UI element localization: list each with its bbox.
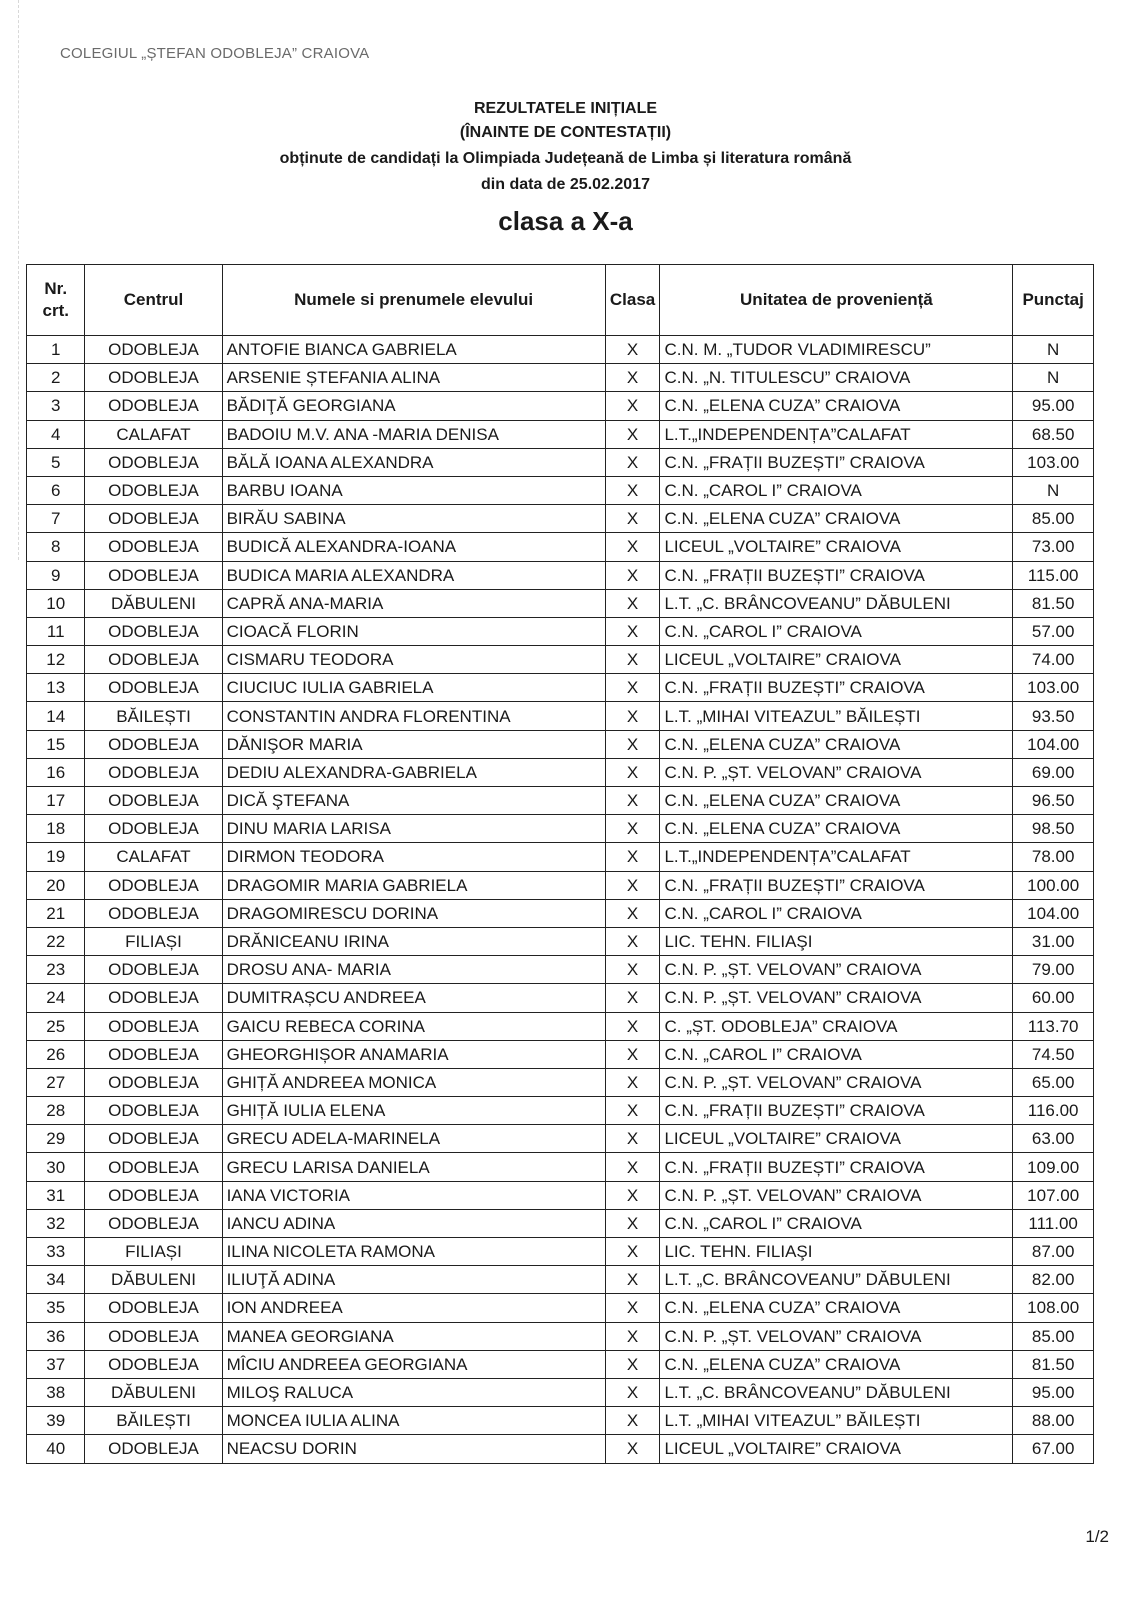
table-row: [27, 1209, 1094, 1237]
student-name-cell: CIOACĂ FLORIN: [222, 617, 605, 645]
row-number: 10: [27, 589, 85, 617]
school-cell: C.N. „ELENA CUZA” CRAIOVA: [660, 730, 1013, 758]
score-cell: 78.00: [1013, 843, 1094, 871]
school-cell: C.N. „FRAȚII BUZEȘTI” CRAIOVA: [660, 1153, 1013, 1181]
row-number: 6: [27, 476, 85, 504]
class-cell: X: [605, 533, 660, 561]
table-row: [27, 1125, 1094, 1153]
student-name-cell: GHIȚĂ ANDREEA MONICA: [222, 1068, 605, 1096]
score-cell: 81.50: [1013, 589, 1094, 617]
class-cell: X: [605, 702, 660, 730]
student-name-cell: NEACSU DORIN: [222, 1435, 605, 1463]
centru-cell: BĂILEȘTI: [85, 1407, 222, 1435]
score-cell: 108.00: [1013, 1294, 1094, 1322]
centru-cell: ODOBLEJA: [85, 505, 222, 533]
table-row: [27, 1322, 1094, 1350]
school-cell: C.N. „CAROL I” CRAIOVA: [660, 476, 1013, 504]
centru-cell: ODOBLEJA: [85, 392, 222, 420]
score-cell: 65.00: [1013, 1068, 1094, 1096]
row-number: 28: [27, 1097, 85, 1125]
row-number: 39: [27, 1407, 85, 1435]
student-name-cell: BADOIU M.V. ANA -MARIA DENISA: [222, 420, 605, 448]
school-cell: C. „ȘT. ODOBLEJA” CRAIOVA: [660, 1012, 1013, 1040]
table-row: [27, 1407, 1094, 1435]
class-cell: X: [605, 505, 660, 533]
row-number: 13: [27, 674, 85, 702]
column-header-unitate: Unitatea de proveniență: [660, 265, 1013, 336]
row-number: 4: [27, 420, 85, 448]
row-number: 26: [27, 1040, 85, 1068]
class-cell: X: [605, 1209, 660, 1237]
centru-cell: ODOBLEJA: [85, 617, 222, 645]
student-name-cell: DINU MARIA LARISA: [222, 815, 605, 843]
school-cell: C.N. P. „ȘT. VELOVAN” CRAIOVA: [660, 758, 1013, 786]
results-table: [26, 264, 1094, 1464]
table-row: [27, 758, 1094, 786]
document-subtitle: (ÎNAINTE DE CONTESTAȚII): [459, 124, 672, 141]
class-cell: X: [605, 674, 660, 702]
row-number: 40: [27, 1435, 85, 1463]
class-cell: X: [605, 1378, 660, 1406]
table-row: [27, 899, 1094, 927]
table-row: [27, 1068, 1094, 1096]
student-name-cell: DĂNIŞOR MARIA: [222, 730, 605, 758]
student-name-cell: DROSU ANA- MARIA: [222, 956, 605, 984]
class-cell: X: [605, 1097, 660, 1125]
student-name-cell: BĂDIŢĂ GEORGIANA: [222, 392, 605, 420]
row-number: 20: [27, 871, 85, 899]
score-cell: 73.00: [1013, 533, 1094, 561]
row-number: 2: [27, 364, 85, 392]
score-cell: N: [1013, 364, 1094, 392]
class-cell: X: [605, 1350, 660, 1378]
table-row: [27, 674, 1094, 702]
centru-cell: ODOBLEJA: [85, 448, 222, 476]
table-row: [27, 1294, 1094, 1322]
score-cell: N: [1013, 336, 1094, 364]
school-cell: C.N. „ELENA CUZA” CRAIOVA: [660, 1350, 1013, 1378]
school-cell: C.N. „CAROL I” CRAIOVA: [660, 1209, 1013, 1237]
table-row: [27, 1378, 1094, 1406]
school-cell: LICEUL „VOLTAIRE” CRAIOVA: [660, 1435, 1013, 1463]
school-cell: LICEUL „VOLTAIRE” CRAIOVA: [660, 646, 1013, 674]
school-cell: L.T. „MIHAI VITEAZUL” BĂILEȘTI: [660, 1407, 1013, 1435]
school-cell: C.N. „FRAȚII BUZEȘTI” CRAIOVA: [660, 871, 1013, 899]
table-row: [27, 533, 1094, 561]
table-row: [27, 956, 1094, 984]
centru-cell: DĂBULENI: [85, 1266, 222, 1294]
centru-cell: ODOBLEJA: [85, 336, 222, 364]
row-number: 5: [27, 448, 85, 476]
table-row: [27, 1040, 1094, 1068]
column-header-nume: Numele si prenumele elevului: [222, 265, 605, 336]
row-number: 36: [27, 1322, 85, 1350]
score-cell: 103.00: [1013, 448, 1094, 476]
class-cell: X: [605, 364, 660, 392]
school-cell: C.N. „N. TITULESCU” CRAIOVA: [660, 364, 1013, 392]
class-cell: X: [605, 730, 660, 758]
centru-cell: ODOBLEJA: [85, 899, 222, 927]
class-cell: X: [605, 476, 660, 504]
score-cell: 81.50: [1013, 1350, 1094, 1378]
centru-cell: ODOBLEJA: [85, 871, 222, 899]
row-number: 30: [27, 1153, 85, 1181]
student-name-cell: DEDIU ALEXANDRA-GABRIELA: [222, 758, 605, 786]
score-cell: 82.00: [1013, 1266, 1094, 1294]
student-name-cell: BIRĂU SABINA: [222, 505, 605, 533]
score-cell: 68.50: [1013, 420, 1094, 448]
class-cell: X: [605, 927, 660, 955]
score-cell: 104.00: [1013, 899, 1094, 927]
centru-cell: ODOBLEJA: [85, 787, 222, 815]
centru-cell: ODOBLEJA: [85, 984, 222, 1012]
centru-cell: FILIAȘI: [85, 927, 222, 955]
class-cell: X: [605, 392, 660, 420]
student-name-cell: IANA VICTORIA: [222, 1181, 605, 1209]
student-name-cell: ION ANDREEA: [222, 1294, 605, 1322]
centru-cell: CALAFAT: [85, 420, 222, 448]
centru-cell: ODOBLEJA: [85, 1153, 222, 1181]
class-cell: X: [605, 956, 660, 984]
class-cell: X: [605, 1153, 660, 1181]
table-row: [27, 392, 1094, 420]
table-row: [27, 646, 1094, 674]
score-cell: 100.00: [1013, 871, 1094, 899]
score-cell: 63.00: [1013, 1125, 1094, 1153]
class-cell: X: [605, 1181, 660, 1209]
table-row: [27, 1350, 1094, 1378]
school-cell: C.N. „CAROL I” CRAIOVA: [660, 899, 1013, 927]
class-cell: X: [605, 1125, 660, 1153]
school-cell: L.T. „MIHAI VITEAZUL” BĂILEȘTI: [660, 702, 1013, 730]
score-cell: 31.00: [1013, 927, 1094, 955]
school-cell: LICEUL „VOLTAIRE” CRAIOVA: [660, 1125, 1013, 1153]
student-name-cell: MÎCIU ANDREEA GEORGIANA: [222, 1350, 605, 1378]
student-name-cell: CONSTANTIN ANDRA FLORENTINA: [222, 702, 605, 730]
school-cell: C.N. „ELENA CUZA” CRAIOVA: [660, 392, 1013, 420]
student-name-cell: GRECU LARISA DANIELA: [222, 1153, 605, 1181]
table-row: [27, 787, 1094, 815]
school-cell: C.N. M. „TUDOR VLADIMIRESCU”: [660, 336, 1013, 364]
table-row: [27, 1097, 1094, 1125]
table-row: [27, 1012, 1094, 1040]
school-cell: C.N. „CAROL I” CRAIOVA: [660, 617, 1013, 645]
centru-cell: CALAFAT: [85, 843, 222, 871]
score-cell: 67.00: [1013, 1435, 1094, 1463]
class-cell: X: [605, 984, 660, 1012]
class-cell: X: [605, 815, 660, 843]
score-cell: 104.00: [1013, 730, 1094, 758]
class-cell: X: [605, 899, 660, 927]
centru-cell: ODOBLEJA: [85, 646, 222, 674]
table-row: [27, 561, 1094, 589]
row-number: 31: [27, 1181, 85, 1209]
score-cell: 113.70: [1013, 1012, 1094, 1040]
page-number: 1/2: [1085, 1527, 1109, 1546]
student-name-cell: ANTOFIE BIANCA GABRIELA: [222, 336, 605, 364]
score-cell: 95.00: [1013, 1378, 1094, 1406]
score-cell: 111.00: [1013, 1209, 1094, 1237]
school-cell: C.N. „FRAȚII BUZEȘTI” CRAIOVA: [660, 1097, 1013, 1125]
student-name-cell: DRAGOMIR MARIA GABRIELA: [222, 871, 605, 899]
score-cell: 87.00: [1013, 1238, 1094, 1266]
column-header-nr-label: Nr. crt.: [42, 279, 69, 320]
centru-cell: ODOBLEJA: [85, 1181, 222, 1209]
school-cell: C.N. „ELENA CUZA” CRAIOVA: [660, 787, 1013, 815]
row-number: 7: [27, 505, 85, 533]
student-name-cell: ILINA NICOLETA RAMONA: [222, 1238, 605, 1266]
document-date: din data de 25.02.2017: [481, 176, 650, 193]
class-cell: X: [605, 617, 660, 645]
school-cell: LIC. TEHN. FILIAŞI: [660, 927, 1013, 955]
row-number: 17: [27, 787, 85, 815]
school-cell: LIC. TEHN. FILIAŞI: [660, 1238, 1013, 1266]
class-cell: X: [605, 589, 660, 617]
centru-cell: ODOBLEJA: [85, 1435, 222, 1463]
centru-cell: ODOBLEJA: [85, 1209, 222, 1237]
class-cell: X: [605, 1407, 660, 1435]
centru-cell: ODOBLEJA: [85, 1040, 222, 1068]
score-cell: 115.00: [1013, 561, 1094, 589]
class-cell: X: [605, 871, 660, 899]
score-cell: 107.00: [1013, 1181, 1094, 1209]
student-name-cell: BARBU IOANA: [222, 476, 605, 504]
column-header-centru: Centrul: [85, 265, 222, 336]
table-row: [27, 1153, 1094, 1181]
centru-cell: ODOBLEJA: [85, 956, 222, 984]
student-name-cell: MILOŞ RALUCA: [222, 1378, 605, 1406]
scan-edge-line: [18, 0, 20, 560]
row-number: 25: [27, 1012, 85, 1040]
table-row: [27, 505, 1094, 533]
school-cell: LICEUL „VOLTAIRE” CRAIOVA: [660, 533, 1013, 561]
centru-cell: ODOBLEJA: [85, 815, 222, 843]
table-row: [27, 871, 1094, 899]
student-name-cell: GRECU ADELA-MARINELA: [222, 1125, 605, 1153]
student-name-cell: ARSENIE ȘTEFANIA ALINA: [222, 364, 605, 392]
class-cell: X: [605, 646, 660, 674]
class-cell: X: [605, 843, 660, 871]
student-name-cell: BĂLĂ IOANA ALEXANDRA: [222, 448, 605, 476]
score-cell: 60.00: [1013, 984, 1094, 1012]
centru-cell: DĂBULENI: [85, 1378, 222, 1406]
student-name-cell: CAPRĂ ANA-MARIA: [222, 589, 605, 617]
score-cell: 88.00: [1013, 1407, 1094, 1435]
score-cell: 85.00: [1013, 1322, 1094, 1350]
score-cell: 95.00: [1013, 392, 1094, 420]
table-row: [27, 815, 1094, 843]
row-number: 1: [27, 336, 85, 364]
class-cell: X: [605, 561, 660, 589]
class-cell: X: [605, 1012, 660, 1040]
row-number: 24: [27, 984, 85, 1012]
class-cell: X: [605, 1435, 660, 1463]
row-number: 34: [27, 1266, 85, 1294]
centru-cell: FILIAȘI: [85, 1238, 222, 1266]
row-number: 3: [27, 392, 85, 420]
class-cell: X: [605, 758, 660, 786]
score-cell: 69.00: [1013, 758, 1094, 786]
score-cell: 109.00: [1013, 1153, 1094, 1181]
row-number: 33: [27, 1238, 85, 1266]
centru-cell: ODOBLEJA: [85, 1068, 222, 1096]
class-cell: X: [605, 1266, 660, 1294]
row-number: 32: [27, 1209, 85, 1237]
document-description: obținute de candidați la Olimpiada Județeană de Limba și literatura română: [279, 150, 852, 167]
class-cell: X: [605, 787, 660, 815]
table-row: [27, 927, 1094, 955]
student-name-cell: DUMITRAȘCU ANDREEA: [222, 984, 605, 1012]
centru-cell: ODOBLEJA: [85, 1294, 222, 1322]
student-name-cell: BUDICĂ ALEXANDRA-IOANA: [222, 533, 605, 561]
student-name-cell: DRAGOMIRESCU DORINA: [222, 899, 605, 927]
class-cell: X: [605, 336, 660, 364]
student-name-cell: IANCU ADINA: [222, 1209, 605, 1237]
class-cell: X: [605, 1040, 660, 1068]
centru-cell: DĂBULENI: [85, 589, 222, 617]
column-header-nr: [27, 265, 85, 336]
school-cell: C.N. P. „ȘT. VELOVAN” CRAIOVA: [660, 1322, 1013, 1350]
row-number: 8: [27, 533, 85, 561]
centru-cell: ODOBLEJA: [85, 561, 222, 589]
class-title: clasa a X-a: [498, 206, 633, 236]
score-cell: 96.50: [1013, 787, 1094, 815]
row-number: 9: [27, 561, 85, 589]
table-row: [27, 617, 1094, 645]
row-number: 16: [27, 758, 85, 786]
student-name-cell: DIRMON TEODORA: [222, 843, 605, 871]
table-row: [27, 336, 1094, 364]
centru-cell: ODOBLEJA: [85, 674, 222, 702]
table-row: [27, 1181, 1094, 1209]
table-row: [27, 364, 1094, 392]
school-cell: C.N. P. „ȘT. VELOVAN” CRAIOVA: [660, 1068, 1013, 1096]
centru-cell: ODOBLEJA: [85, 1125, 222, 1153]
student-name-cell: MONCEA IULIA ALINA: [222, 1407, 605, 1435]
school-cell: L.T.„INDEPENDENȚA”CALAFAT: [660, 843, 1013, 871]
student-name-cell: BUDICA MARIA ALEXANDRA: [222, 561, 605, 589]
row-number: 21: [27, 899, 85, 927]
table-row: [27, 448, 1094, 476]
class-cell: X: [605, 1238, 660, 1266]
row-number: 14: [27, 702, 85, 730]
school-name: COLEGIUL „ȘTEFAN ODOBLEJA” CRAIOVA: [60, 45, 370, 62]
row-number: 29: [27, 1125, 85, 1153]
table-row: [27, 589, 1094, 617]
score-cell: 74.50: [1013, 1040, 1094, 1068]
table-row: [27, 476, 1094, 504]
student-name-cell: DRĂNICEANU IRINA: [222, 927, 605, 955]
school-cell: C.N. P. „ȘT. VELOVAN” CRAIOVA: [660, 956, 1013, 984]
student-name-cell: GHIȚĂ IULIA ELENA: [222, 1097, 605, 1125]
school-cell: C.N. P. „ȘT. VELOVAN” CRAIOVA: [660, 1181, 1013, 1209]
score-cell: 85.00: [1013, 505, 1094, 533]
student-name-cell: ILIUŢĂ ADINA: [222, 1266, 605, 1294]
row-number: 35: [27, 1294, 85, 1322]
centru-cell: ODOBLEJA: [85, 364, 222, 392]
school-cell: C.N. P. „ȘT. VELOVAN” CRAIOVA: [660, 984, 1013, 1012]
school-cell: L.T.„INDEPENDENȚA”CALAFAT: [660, 420, 1013, 448]
class-cell: X: [605, 420, 660, 448]
row-number: 22: [27, 927, 85, 955]
row-number: 37: [27, 1350, 85, 1378]
school-cell: C.N. „ELENA CUZA” CRAIOVA: [660, 505, 1013, 533]
centru-cell: ODOBLEJA: [85, 533, 222, 561]
score-cell: 103.00: [1013, 674, 1094, 702]
student-name-cell: GAICU REBECA CORINA: [222, 1012, 605, 1040]
centru-cell: ODOBLEJA: [85, 730, 222, 758]
centru-cell: ODOBLEJA: [85, 1322, 222, 1350]
row-number: 18: [27, 815, 85, 843]
school-cell: L.T. „C. BRÂNCOVEANU” DĂBULENI: [660, 1378, 1013, 1406]
row-number: 12: [27, 646, 85, 674]
school-cell: C.N. „FRAȚII BUZEȘTI” CRAIOVA: [660, 674, 1013, 702]
table-row: [27, 730, 1094, 758]
class-cell: X: [605, 1068, 660, 1096]
table-row: [27, 1238, 1094, 1266]
row-number: 38: [27, 1378, 85, 1406]
centru-cell: ODOBLEJA: [85, 1097, 222, 1125]
table-header-row: [27, 265, 1094, 336]
column-header-punctaj: Punctaj: [1013, 265, 1094, 336]
score-cell: 98.50: [1013, 815, 1094, 843]
table-row: [27, 420, 1094, 448]
table-row: [27, 1266, 1094, 1294]
centru-cell: ODOBLEJA: [85, 1012, 222, 1040]
class-cell: X: [605, 1294, 660, 1322]
centru-cell: ODOBLEJA: [85, 758, 222, 786]
table-row: [27, 1435, 1094, 1463]
row-number: 23: [27, 956, 85, 984]
score-cell: 79.00: [1013, 956, 1094, 984]
table-row: [27, 984, 1094, 1012]
student-name-cell: MANEA GEORGIANA: [222, 1322, 605, 1350]
score-cell: 74.00: [1013, 646, 1094, 674]
student-name-cell: CIUCIUC IULIA GABRIELA: [222, 674, 605, 702]
student-name-cell: GHEORGHIȘOR ANAMARIA: [222, 1040, 605, 1068]
school-cell: L.T. „C. BRÂNCOVEANU” DĂBULENI: [660, 589, 1013, 617]
document-title: REZULTATELE INIȚIALE: [473, 100, 658, 117]
school-cell: L.T. „C. BRÂNCOVEANU” DĂBULENI: [660, 1266, 1013, 1294]
row-number: 11: [27, 617, 85, 645]
school-cell: C.N. „FRAȚII BUZEȘTI” CRAIOVA: [660, 561, 1013, 589]
centru-cell: BĂILEȘTI: [85, 702, 222, 730]
student-name-cell: CISMARU TEODORA: [222, 646, 605, 674]
school-cell: C.N. „CAROL I” CRAIOVA: [660, 1040, 1013, 1068]
row-number: 15: [27, 730, 85, 758]
score-cell: 116.00: [1013, 1097, 1094, 1125]
score-cell: 93.50: [1013, 702, 1094, 730]
school-cell: C.N. „ELENA CUZA” CRAIOVA: [660, 1294, 1013, 1322]
table-row: [27, 843, 1094, 871]
score-cell: 57.00: [1013, 617, 1094, 645]
school-cell: C.N. „ELENA CUZA” CRAIOVA: [660, 815, 1013, 843]
row-number: 19: [27, 843, 85, 871]
table-row: [27, 702, 1094, 730]
centru-cell: ODOBLEJA: [85, 476, 222, 504]
class-cell: X: [605, 1322, 660, 1350]
centru-cell: ODOBLEJA: [85, 1350, 222, 1378]
score-cell: N: [1013, 476, 1094, 504]
school-cell: C.N. „FRAȚII BUZEȘTI” CRAIOVA: [660, 448, 1013, 476]
student-name-cell: DICĂ ŞTEFANA: [222, 787, 605, 815]
class-cell: X: [605, 448, 660, 476]
column-header-clasa: Clasa: [605, 265, 660, 336]
row-number: 27: [27, 1068, 85, 1096]
